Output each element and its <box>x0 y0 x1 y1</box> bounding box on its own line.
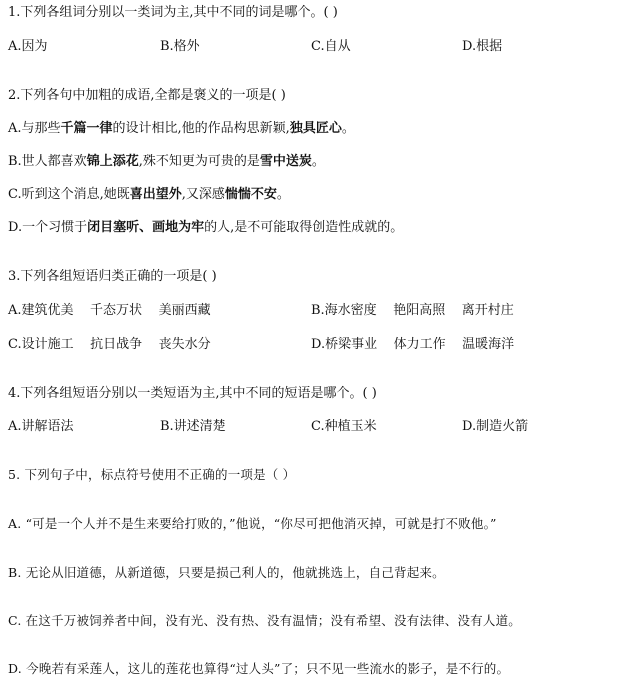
q5-stem: 5. 下列句子中，标点符号使用不正确的一项是（ ） <box>8 467 296 482</box>
q4-option-a: A.讲解语法 <box>8 419 74 434</box>
q2-option-c: C.听到这个消息,她既喜出望外,又深感惴惴不安。 <box>8 187 290 202</box>
q5-option-d: D. 今晚若有采莲人，这儿的莲花也算得“过人头”了；只不见一些流水的影子，是不行的。 <box>8 661 510 676</box>
q4-option-c: C.种植玉米 <box>311 419 377 434</box>
q3-stem: 3.下列各组短语归类正确的一项是( ) <box>8 269 217 284</box>
q2-option-a: A.与那些千篇一律的设计相比,他的作品构思新颖,独具匠心。 <box>8 121 355 136</box>
q5-option-a: A. “可是一个人并不是生来要给打败的，”他说，“你尽可把他消灭掉，可就是打不败他。” <box>8 516 497 531</box>
q4-option-b: B.讲述清楚 <box>160 419 226 434</box>
q3-option-c: C.设计施工 抗日战争 丧失水分 <box>8 337 211 352</box>
q1-option-c: C.自从 <box>311 39 351 54</box>
q1-stem: 1.下列各组词分别以一类词为主,其中不同的词是哪个。( ) <box>8 5 338 20</box>
q2-option-d: D.一个习惯于闭目塞听、画地为牢的人,是不可能取得创造性成就的。 <box>8 220 404 235</box>
q2-stem: 2.下列各句中加粗的成语,全都是褒义的一项是( ) <box>8 88 286 103</box>
q3-option-a: A.建筑优美 千态万状 美丽西藏 <box>8 303 211 318</box>
q3-option-b: B.海水密度 艳阳高照 离开村庄 <box>311 303 514 318</box>
q5-option-b: B. 无论从旧道德，从新道德，只要是损己利人的，他就挑选上，自己背起来。 <box>8 565 445 580</box>
q1-option-b: B.格外 <box>160 39 200 54</box>
q2-option-b: B.世人都喜欢锦上添花,殊不知更为可贵的是雪中送炭。 <box>8 154 325 169</box>
q1-option-a: A.因为 <box>8 39 48 54</box>
q4-option-d: D.制造火箭 <box>462 419 529 434</box>
q4-stem: 4.下列各组短语分别以一类短语为主,其中不同的短语是哪个。( ) <box>8 386 377 401</box>
q1-option-d: D.根据 <box>462 39 503 54</box>
q5-option-c: C. 在这千万被饲养者中间，没有光、没有热、没有温情；没有希望、没有法律、没有人道。 <box>8 613 521 628</box>
q3-option-d: D.桥梁事业 体力工作 温暖海洋 <box>311 337 515 352</box>
